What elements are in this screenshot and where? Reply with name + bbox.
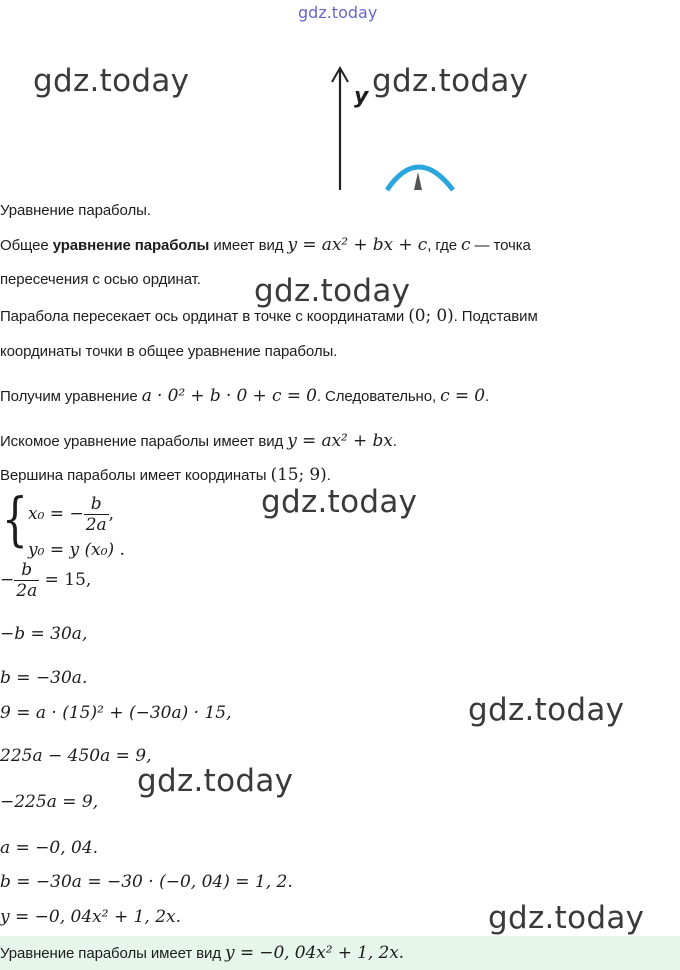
line-substitute: координаты точки в общее уравнение параболы.: [0, 343, 338, 360]
line-intersection: пересечения с осью ординат.: [0, 271, 201, 288]
calc-line-6: −225a = 9,: [0, 792, 99, 812]
system-line-1: x₀ = − $\frac{b}{2a}$ ,: [28, 494, 115, 535]
system-line-2: y₀ = y (x₀) .: [28, 540, 125, 560]
watermark: gdz.today: [488, 900, 645, 936]
line-point: Парабола пересекает ось ординат в точке с координатами (0; 0). Подставим: [0, 306, 538, 326]
watermark-top: gdz.today: [298, 3, 378, 22]
line-vertex: Вершина параболы имеет координаты (15; 9).: [0, 465, 331, 485]
system-brace: {: [2, 485, 28, 553]
calc-line-7: a = −0, 04.: [0, 838, 99, 858]
final-answer: Уравнение параболы имеет вид y = −0, 04x² + 1, 2x.: [0, 943, 404, 963]
calc-line-9: y = −0, 04x² + 1, 2x.: [0, 907, 182, 927]
line-sought: Искомое уравнение параболы имеет вид y = ax² + bx.: [0, 431, 397, 451]
calc-line-5: 225a − 450a = 9,: [0, 746, 152, 766]
line-general-equation: Общее уравнение параболы имеет вид y = ax² + bx + c, где c — точка: [0, 235, 531, 255]
calc-line-2: −b = 30a,: [0, 624, 88, 644]
watermark: gdz.today: [372, 63, 529, 99]
watermark: gdz.today: [33, 63, 190, 99]
watermark: gdz.today: [254, 273, 411, 309]
y-axis-label: y: [354, 84, 369, 109]
watermark: gdz.today: [137, 763, 294, 799]
calc-line-3: b = −30a.: [0, 668, 88, 688]
vertex-marker: [414, 172, 422, 190]
calc-line-8: b = −30a = −30 · (−0, 04) = 1, 2.: [0, 872, 293, 892]
watermark: gdz.today: [468, 692, 625, 728]
calc-line-4: 9 = a · (15)² + (−30a) · 15,: [0, 703, 232, 723]
watermark: gdz.today: [261, 484, 418, 520]
paragraph-title: Уравнение параболы.: [0, 202, 151, 219]
calc-fraction: − $\frac{b}{2a}$ = 15,: [0, 560, 92, 601]
line-obtain: Получим уравнение a · 0² + b · 0 + c = 0. Следовательно, c = 0.: [0, 386, 490, 406]
